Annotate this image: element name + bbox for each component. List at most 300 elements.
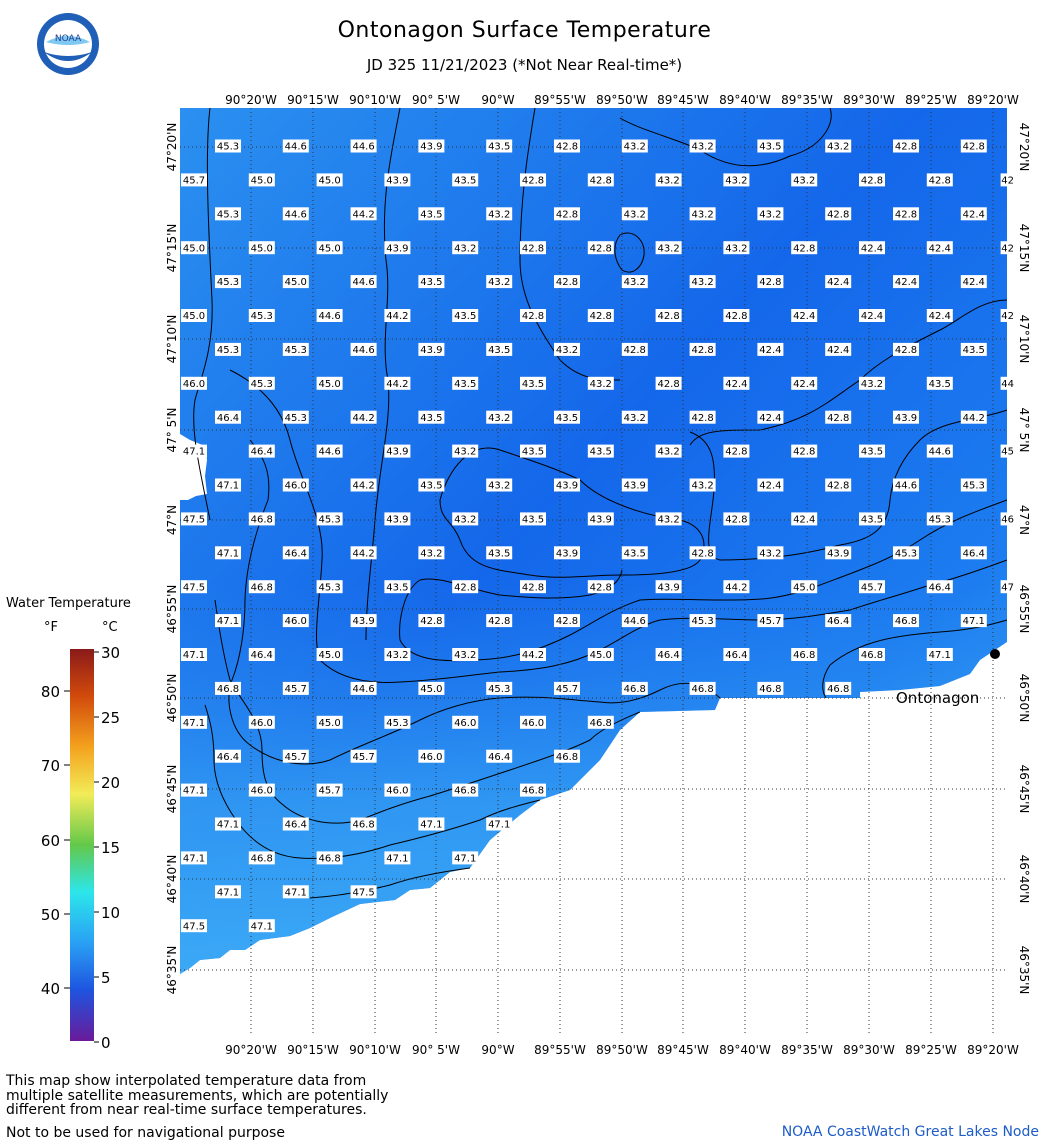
temperature-value-label <box>418 479 444 492</box>
bottom-longitude-label: 90°20'W <box>225 1043 277 1057</box>
temperature-value-label <box>622 479 648 492</box>
svg-text:46.0: 46.0 <box>420 751 443 763</box>
temperature-value-label <box>723 377 749 390</box>
temperature-value-label <box>181 580 207 593</box>
temperature-value-label <box>1001 580 1015 593</box>
temperature-value-label <box>486 818 512 831</box>
svg-text:43.5: 43.5 <box>521 446 545 458</box>
temperature-value-label <box>1001 241 1015 254</box>
temperature-value-label <box>791 173 817 186</box>
right-latitude-label: 47°15'N <box>1017 223 1031 273</box>
svg-text:42: 42 <box>1001 243 1014 255</box>
temperature-value-label <box>554 343 580 356</box>
legend-celsius-tick: 30 <box>101 644 121 662</box>
svg-text:45.0: 45.0 <box>793 582 816 594</box>
temperature-value-label <box>893 546 919 559</box>
temperature-value-label <box>452 648 478 661</box>
top-longitude-label: 89°45'W <box>657 93 709 107</box>
legend-unit-celsius: °C <box>102 620 118 635</box>
svg-text:42.8: 42.8 <box>860 175 884 187</box>
svg-text:47.5: 47.5 <box>352 887 375 899</box>
temperature-value-label <box>791 445 817 458</box>
svg-text:42.8: 42.8 <box>521 175 545 187</box>
svg-text:45.0: 45.0 <box>250 243 273 255</box>
svg-text:43.2: 43.2 <box>555 345 579 356</box>
svg-text:42.8: 42.8 <box>488 616 511 628</box>
temperature-value-label <box>927 648 953 661</box>
svg-text:43.9: 43.9 <box>420 141 443 153</box>
temperature-value-label <box>249 445 275 458</box>
temperature-value-label <box>825 275 851 288</box>
svg-text:47.5: 47.5 <box>182 514 206 526</box>
temperature-value-label <box>384 377 410 390</box>
temperature-value-label <box>757 614 783 627</box>
svg-text:43.9: 43.9 <box>827 548 850 560</box>
right-latitude-label: 46°50'N <box>1017 673 1031 723</box>
svg-text:42.8: 42.8 <box>420 616 443 628</box>
svg-text:45.7: 45.7 <box>318 785 341 797</box>
svg-text:45.7: 45.7 <box>860 582 884 594</box>
temperature-value-label <box>757 207 783 220</box>
temperature-value-label <box>418 140 444 153</box>
temperature-value-label <box>215 546 241 559</box>
svg-text:42.8: 42.8 <box>793 446 816 458</box>
svg-text:47.1: 47.1 <box>488 819 511 831</box>
svg-text:45.3: 45.3 <box>216 345 240 356</box>
ontonagon-marker <box>990 649 1000 659</box>
temperature-value-label <box>961 343 987 356</box>
temperature-value-label <box>486 207 512 220</box>
svg-text:42.4: 42.4 <box>962 209 985 221</box>
temperature-value-label <box>859 648 885 661</box>
svg-text:44.6: 44.6 <box>623 616 646 628</box>
temperature-value-label <box>486 411 512 424</box>
temperature-value-label <box>723 241 749 254</box>
temperature-value-label <box>520 648 546 661</box>
svg-text:46.8: 46.8 <box>894 616 918 628</box>
left-latitude-label: 47°15'N <box>165 223 179 273</box>
temperature-value-label <box>181 512 207 525</box>
svg-text:43.5: 43.5 <box>386 582 409 594</box>
temperature-value-label <box>317 784 343 797</box>
temperature-value-label <box>961 140 987 153</box>
right-latitude-label: 47°N <box>1017 504 1031 536</box>
temperature-value-label <box>622 682 648 695</box>
top-longitude-label: 89°25'W <box>905 93 957 107</box>
svg-text:46.8: 46.8 <box>250 582 273 594</box>
temperature-value-label <box>791 309 817 322</box>
svg-text:45.0: 45.0 <box>318 650 341 662</box>
temperature-value-label <box>317 580 343 593</box>
svg-text:42.4: 42.4 <box>860 243 884 255</box>
svg-text:43.2: 43.2 <box>623 277 646 289</box>
right-latitude-label: 46°55'N <box>1017 584 1031 634</box>
svg-text:42.8: 42.8 <box>827 209 850 221</box>
right-latitude-label: 46°35'N <box>1017 945 1031 995</box>
temperature-value-label <box>452 851 478 864</box>
temperature-value-label <box>249 716 275 729</box>
svg-text:46.8: 46.8 <box>860 650 884 662</box>
svg-text:47.1: 47.1 <box>216 480 240 492</box>
temperature-value-label <box>418 207 444 220</box>
svg-text:47.1: 47.1 <box>216 887 240 899</box>
svg-text:46.8: 46.8 <box>589 717 612 729</box>
top-longitude-label: 90° 5'W <box>412 93 460 107</box>
temperature-value-label <box>554 682 580 695</box>
temperature-value-label <box>825 614 851 627</box>
svg-text:42.8: 42.8 <box>894 345 918 356</box>
temperature-value-label <box>825 343 851 356</box>
temperature-value-label <box>283 275 309 288</box>
temperature-value-label <box>791 512 817 525</box>
temperature-value-label <box>961 614 987 627</box>
temperature-value-label <box>588 377 614 390</box>
svg-text:43.2: 43.2 <box>623 141 646 153</box>
svg-text:45.0: 45.0 <box>284 277 307 289</box>
temperature-value-label <box>520 173 546 186</box>
svg-text:46.8: 46.8 <box>250 514 273 526</box>
temperature-value-label <box>283 818 309 831</box>
svg-text:43.5: 43.5 <box>454 175 477 187</box>
svg-text:47.1: 47.1 <box>182 785 206 797</box>
left-latitude-label: 46°50'N <box>165 673 179 723</box>
svg-text:45.0: 45.0 <box>420 684 443 695</box>
svg-text:42.4: 42.4 <box>894 277 918 289</box>
right-latitude-label: 46°45'N <box>1017 764 1031 814</box>
temperature-value-label <box>1001 512 1015 525</box>
temperature-value-label <box>656 241 682 254</box>
temperature-value-label <box>825 411 851 424</box>
svg-text:44.6: 44.6 <box>352 684 375 695</box>
temperature-value-label <box>418 275 444 288</box>
svg-text:45.7: 45.7 <box>284 751 307 763</box>
svg-text:47.5: 47.5 <box>182 582 206 594</box>
temperature-value-label <box>588 580 614 593</box>
svg-text:45.0: 45.0 <box>318 175 341 187</box>
temperature-value-label <box>215 479 241 492</box>
svg-text:43.2: 43.2 <box>386 650 409 662</box>
temperature-value-label <box>859 580 885 593</box>
temperature-value-label <box>927 241 953 254</box>
temperature-value-label <box>690 207 716 220</box>
temperature-value-label <box>249 648 275 661</box>
svg-text:46.8: 46.8 <box>827 684 850 695</box>
temperature-value-label <box>452 784 478 797</box>
svg-text:43.9: 43.9 <box>386 243 409 255</box>
temperature-value-label <box>351 682 377 695</box>
temperature-value-label <box>859 173 885 186</box>
svg-text:46.8: 46.8 <box>555 751 579 763</box>
temperature-value-label <box>283 207 309 220</box>
svg-text:47.1: 47.1 <box>216 548 240 560</box>
svg-text:45.3: 45.3 <box>318 514 341 526</box>
left-latitude-label: 47°20'N <box>165 122 179 172</box>
temperature-value-label <box>418 343 444 356</box>
svg-text:43.2: 43.2 <box>488 412 511 424</box>
bottom-longitude-label: 89°55'W <box>534 1043 586 1057</box>
svg-text:44.2: 44.2 <box>386 378 409 390</box>
temperature-value-label <box>351 140 377 153</box>
svg-text:44.6: 44.6 <box>284 141 307 153</box>
svg-text:42.8: 42.8 <box>521 311 545 323</box>
temperature-value-label <box>554 275 580 288</box>
bottom-longitude-label: 90°W <box>481 1043 515 1057</box>
svg-text:47.1: 47.1 <box>216 819 240 831</box>
temperature-value-label <box>1001 445 1015 458</box>
svg-text:43.5: 43.5 <box>420 277 443 289</box>
top-longitude-label: 89°30'W <box>843 93 895 107</box>
svg-text:43.5: 43.5 <box>555 412 579 424</box>
temperature-value-label <box>723 445 749 458</box>
top-longitude-label: 90°20'W <box>225 93 277 107</box>
temperature-value-label <box>249 919 275 932</box>
temperature-value-label <box>249 377 275 390</box>
temperature-value-label <box>283 343 309 356</box>
temperature-value-label <box>554 479 580 492</box>
svg-text:45.7: 45.7 <box>555 684 579 695</box>
temperature-value-label <box>283 885 309 898</box>
svg-text:44.6: 44.6 <box>318 446 341 458</box>
temperature-value-label <box>384 445 410 458</box>
temperature-value-label <box>588 648 614 661</box>
temperature-value-label <box>588 309 614 322</box>
svg-text:45.3: 45.3 <box>250 378 273 390</box>
temperature-value-label <box>418 750 444 763</box>
temperature-value-label <box>520 377 546 390</box>
svg-text:42: 42 <box>1001 311 1014 323</box>
legend-celsius-tick: 0 <box>101 1034 111 1052</box>
svg-text:45.7: 45.7 <box>284 684 307 695</box>
temperature-value-label <box>656 377 682 390</box>
svg-text:43.5: 43.5 <box>589 446 612 458</box>
svg-text:43.2: 43.2 <box>454 243 477 255</box>
legend-celsius-tick: 15 <box>101 839 121 857</box>
temperature-value-label <box>418 411 444 424</box>
temperature-value-label <box>1001 377 1015 390</box>
temperature-value-label <box>723 580 749 593</box>
svg-text:47: 47 <box>1001 582 1014 594</box>
temperature-value-label <box>791 241 817 254</box>
svg-text:43.5: 43.5 <box>488 141 511 153</box>
temperature-value-label <box>351 546 377 559</box>
svg-text:42.8: 42.8 <box>555 616 579 628</box>
svg-text:46.0: 46.0 <box>386 785 409 797</box>
temperature-value-label <box>656 648 682 661</box>
temperature-value-label <box>384 580 410 593</box>
svg-text:47.1: 47.1 <box>962 616 985 628</box>
svg-text:42.8: 42.8 <box>793 243 816 255</box>
temperature-value-label <box>418 818 444 831</box>
temperature-value-label <box>723 648 749 661</box>
bottom-longitude-label: 89°30'W <box>843 1043 895 1057</box>
svg-text:46.0: 46.0 <box>284 616 307 628</box>
temperature-value-label <box>181 851 207 864</box>
temperature-value-label <box>215 682 241 695</box>
temperature-value-label <box>486 343 512 356</box>
left-latitude-label: 47° 5'N <box>165 407 179 453</box>
left-latitude-label: 46°45'N <box>165 764 179 814</box>
svg-text:44.2: 44.2 <box>386 311 409 323</box>
temperature-value-label <box>215 885 241 898</box>
svg-text:43.5: 43.5 <box>928 378 951 390</box>
svg-text:46.8: 46.8 <box>521 785 545 797</box>
svg-text:45.3: 45.3 <box>284 412 307 424</box>
temperature-value-label <box>384 784 410 797</box>
svg-text:46.4: 46.4 <box>216 412 240 424</box>
svg-text:43.2: 43.2 <box>657 514 680 526</box>
top-longitude-label: 89°35'W <box>781 93 833 107</box>
top-longitude-label: 90°10'W <box>349 93 401 107</box>
svg-text:43.2: 43.2 <box>488 277 511 289</box>
svg-text:43.9: 43.9 <box>623 480 646 492</box>
temperature-value-label <box>181 648 207 661</box>
svg-text:45.3: 45.3 <box>962 480 985 492</box>
svg-text:46.4: 46.4 <box>962 548 985 560</box>
svg-text:45.3: 45.3 <box>488 684 511 695</box>
temperature-value-label <box>825 546 851 559</box>
temperature-value-label <box>588 716 614 729</box>
svg-text:42: 42 <box>1001 175 1014 187</box>
temperature-value-label <box>418 682 444 695</box>
svg-text:43.9: 43.9 <box>555 548 579 560</box>
temperature-value-label <box>723 512 749 525</box>
temperature-value-label <box>893 614 919 627</box>
credit-link[interactable]: NOAA CoastWatch Great Lakes Node <box>781 1124 1039 1140</box>
color-scale-legend <box>0 640 140 1060</box>
legend-fahrenheit-tick: 40 <box>40 980 60 998</box>
svg-text:44.6: 44.6 <box>894 480 918 492</box>
svg-text:46.8: 46.8 <box>352 819 375 831</box>
left-latitude-label: 47°N <box>165 504 179 536</box>
top-longitude-label: 89°50'W <box>596 93 648 107</box>
svg-text:42.4: 42.4 <box>860 311 884 323</box>
temperature-value-label <box>384 241 410 254</box>
temperature-value-label <box>351 818 377 831</box>
temperature-value-label <box>452 377 478 390</box>
svg-text:45.0: 45.0 <box>318 378 341 390</box>
svg-text:43.2: 43.2 <box>454 446 477 458</box>
svg-text:46.8: 46.8 <box>623 684 646 695</box>
legend-celsius-tick: 10 <box>101 904 121 922</box>
map-subtitle: JD 325 11/21/2023 (*Not Near Real-time*) <box>366 56 683 74</box>
temperature-value-label <box>351 750 377 763</box>
left-latitude-label: 47°10'N <box>165 314 179 364</box>
svg-text:43.2: 43.2 <box>623 412 646 424</box>
temperature-value-label <box>384 851 410 864</box>
svg-text:42.4: 42.4 <box>827 277 850 289</box>
temperature-value-label <box>554 411 580 424</box>
svg-text:42.4: 42.4 <box>759 412 782 424</box>
temperature-value-label <box>283 614 309 627</box>
svg-text:45.3: 45.3 <box>216 141 240 153</box>
temperature-value-label <box>757 343 783 356</box>
svg-text:44.2: 44.2 <box>352 209 375 221</box>
temperature-value-label <box>215 750 241 763</box>
temperature-value-label <box>859 377 885 390</box>
svg-text:43.5: 43.5 <box>420 480 443 492</box>
left-latitude-label: 46°55'N <box>165 584 179 634</box>
temperature-value-label <box>893 140 919 153</box>
svg-text:44.6: 44.6 <box>928 446 951 458</box>
svg-text:45.3: 45.3 <box>216 277 240 289</box>
svg-text:42.4: 42.4 <box>928 243 951 255</box>
temperature-value-label <box>961 546 987 559</box>
temperature-value-label <box>554 207 580 220</box>
bottom-longitude-label: 89°50'W <box>596 1043 648 1057</box>
svg-text:46.8: 46.8 <box>691 684 714 695</box>
disclaimer-note: This map show interpolated temperature data from multiple satellite measurements, which are potentially different from near real-time surface temperatures. <box>6 1073 389 1118</box>
temperature-value-label <box>351 275 377 288</box>
temperature-value-label <box>757 140 783 153</box>
temperature-value-label <box>486 682 512 695</box>
svg-text:47.1: 47.1 <box>182 446 206 458</box>
svg-text:42.8: 42.8 <box>454 582 477 594</box>
temperature-value-label <box>181 241 207 254</box>
svg-text:46.8: 46.8 <box>250 853 273 865</box>
temperature-value-label <box>452 445 478 458</box>
temperature-value-label <box>859 309 885 322</box>
temperature-value-label <box>859 241 885 254</box>
svg-text:45.3: 45.3 <box>928 514 951 526</box>
svg-text:43.2: 43.2 <box>691 209 714 221</box>
temperature-value-label <box>927 580 953 593</box>
navigation-warning: Not to be used for navigational purpose <box>6 1125 285 1141</box>
top-longitude-label: 90°W <box>481 93 515 107</box>
legend-celsius-tick: 25 <box>101 709 121 727</box>
temperature-value-label <box>961 275 987 288</box>
svg-text:43.5: 43.5 <box>488 345 511 356</box>
top-longitude-label: 89°55'W <box>534 93 586 107</box>
temperature-value-label <box>656 173 682 186</box>
svg-text:43.9: 43.9 <box>555 480 579 492</box>
svg-text:42.8: 42.8 <box>894 141 918 153</box>
temperature-value-label <box>317 512 343 525</box>
svg-text:43.9: 43.9 <box>589 514 612 526</box>
svg-text:45.3: 45.3 <box>250 311 273 323</box>
temperature-value-label <box>181 309 207 322</box>
temperature-value-label <box>723 309 749 322</box>
svg-text:45.0: 45.0 <box>318 717 341 729</box>
svg-text:43.2: 43.2 <box>454 650 477 662</box>
svg-text:46.4: 46.4 <box>216 751 240 763</box>
bottom-longitude-label: 89°45'W <box>657 1043 709 1057</box>
svg-text:46.0: 46.0 <box>454 717 477 729</box>
temperature-value-label <box>249 173 275 186</box>
svg-text:43.9: 43.9 <box>420 345 443 356</box>
temperature-value-label <box>554 140 580 153</box>
temperature-value-label <box>181 173 207 186</box>
temperature-value-label <box>825 207 851 220</box>
svg-text:42.8: 42.8 <box>691 548 714 560</box>
temperature-value-label <box>961 479 987 492</box>
svg-text:43.2: 43.2 <box>860 378 884 390</box>
legend-fahrenheit-tick: 70 <box>40 757 60 775</box>
temperature-value-label <box>181 919 207 932</box>
bottom-longitude-label: 89°35'W <box>781 1043 833 1057</box>
svg-text:43.5: 43.5 <box>962 345 985 356</box>
svg-text:42.8: 42.8 <box>657 311 680 323</box>
svg-text:42.4: 42.4 <box>725 378 748 390</box>
svg-text:42.8: 42.8 <box>589 175 612 187</box>
temperature-value-label <box>317 716 343 729</box>
map-title: Ontonagon Surface Temperature <box>337 18 712 43</box>
svg-text:45.3: 45.3 <box>318 582 341 594</box>
temperature-value-label <box>520 512 546 525</box>
svg-text:43.5: 43.5 <box>454 378 477 390</box>
svg-text:44.2: 44.2 <box>725 582 748 594</box>
temperature-value-label <box>1001 173 1015 186</box>
svg-text:43.5: 43.5 <box>420 209 443 221</box>
